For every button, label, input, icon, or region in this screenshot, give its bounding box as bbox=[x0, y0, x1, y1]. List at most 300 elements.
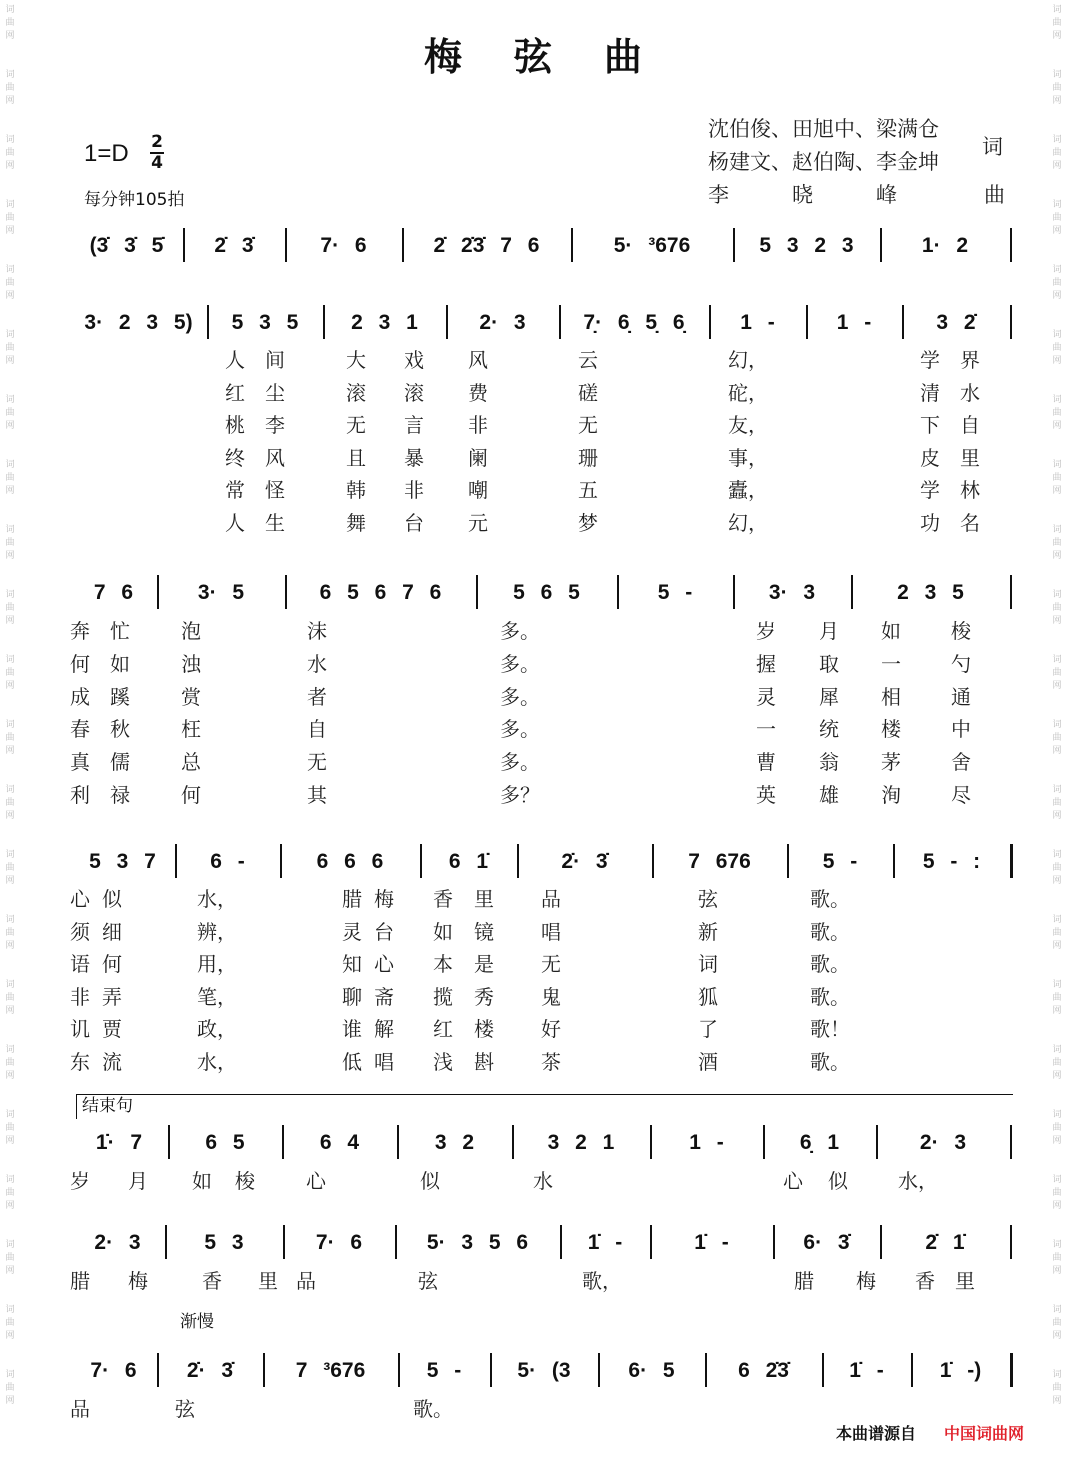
lyric-syllable: 沫 bbox=[307, 619, 327, 643]
lyric-syllable: 月 bbox=[128, 1169, 148, 1193]
barline bbox=[183, 228, 185, 262]
barline bbox=[1010, 1125, 1012, 1159]
measure: 5· ³676 bbox=[613, 234, 691, 257]
lyric-syllable: 歌。 bbox=[810, 985, 850, 1009]
lyric-syllable: 阑 bbox=[468, 446, 488, 470]
barline bbox=[893, 844, 895, 878]
lyric-syllable: 一 bbox=[756, 717, 776, 741]
lyric-syllable: 贾 bbox=[102, 1017, 122, 1041]
barline bbox=[1010, 228, 1012, 262]
lyric-syllable: 似 bbox=[828, 1169, 848, 1193]
lyric-syllable: 水 bbox=[533, 1169, 553, 1193]
lyric-syllable: 讥 bbox=[70, 1017, 90, 1041]
barline bbox=[323, 305, 325, 339]
measure: 7 676 bbox=[688, 850, 751, 873]
lyric-syllable: 狐 bbox=[698, 985, 718, 1009]
barline bbox=[395, 1225, 397, 1259]
barline bbox=[650, 1225, 652, 1259]
lyric-syllable: 流 bbox=[102, 1050, 122, 1074]
measure: 2· 3 bbox=[919, 1131, 967, 1154]
lyric-syllable: 了 bbox=[698, 1017, 718, 1041]
lyric-syllable: 岁 bbox=[70, 1169, 90, 1193]
lyric-syllable: 蠹， bbox=[728, 478, 768, 502]
barline bbox=[168, 1125, 170, 1159]
lyric-syllable: 梅 bbox=[128, 1269, 148, 1293]
lyric-syllable: 赏 bbox=[181, 685, 201, 709]
measure: 1̇ - bbox=[849, 1359, 884, 1382]
measure: 5 - bbox=[426, 1359, 462, 1382]
barline bbox=[207, 305, 209, 339]
barline bbox=[705, 1353, 707, 1387]
lyric-syllable: 台 bbox=[374, 920, 394, 944]
ending-bracket bbox=[76, 1094, 1013, 1119]
measure: 2 3 1 bbox=[351, 311, 418, 334]
lyric-syllable: 心 bbox=[70, 887, 90, 911]
lyric-syllable: 似 bbox=[420, 1169, 440, 1193]
lyric-syllable: 须 bbox=[70, 920, 90, 944]
barline bbox=[763, 1125, 765, 1159]
lyric-syllable: 人 bbox=[225, 348, 245, 372]
lyric-syllable: 品 bbox=[70, 1397, 90, 1421]
lyric-syllable: 解 bbox=[374, 1017, 394, 1041]
lyric-syllable: 辨， bbox=[197, 920, 237, 944]
lyric-syllable: 生 bbox=[265, 511, 285, 535]
lyric-syllable: 言 bbox=[404, 413, 424, 437]
lyric-syllable: 风 bbox=[265, 446, 285, 470]
lyric-syllable: 里 bbox=[960, 446, 980, 470]
lyric-syllable: 五 bbox=[578, 478, 598, 502]
lyric-syllable: 雄 bbox=[819, 783, 839, 807]
time-signature-bottom: 4 bbox=[151, 153, 163, 173]
lyric-syllable: 幻， bbox=[728, 348, 768, 372]
time-signature bbox=[150, 134, 164, 172]
measure: 5 3 bbox=[204, 1231, 244, 1254]
lyric-syllable: 里 bbox=[258, 1269, 278, 1293]
lyric-syllable: 云 bbox=[578, 348, 598, 372]
lyric-syllable: 心 bbox=[306, 1169, 326, 1193]
lyric-syllable: 犀 bbox=[819, 685, 839, 709]
ending-label: 结束句 bbox=[82, 1096, 133, 1116]
measure: 5· (3 bbox=[517, 1359, 571, 1382]
lyric-syllable: 者 bbox=[307, 685, 327, 709]
lyric-syllable: 楼 bbox=[474, 1017, 494, 1041]
lyric-syllable: 品 bbox=[541, 887, 561, 911]
lyric-syllable: 水 bbox=[307, 652, 327, 676]
lyric-syllable: 自 bbox=[960, 413, 980, 437]
lyric-syllable: 无 bbox=[578, 413, 598, 437]
barline bbox=[283, 1225, 285, 1259]
lyricists-line-2: 杨建文、赵伯陶、李金坤 bbox=[708, 150, 939, 174]
barline bbox=[559, 305, 561, 339]
lyric-syllable: 新 bbox=[698, 920, 718, 944]
lyric-syllable: 月 bbox=[819, 619, 839, 643]
lyric-syllable: 斟 bbox=[474, 1050, 494, 1074]
lyric-syllable: 唱 bbox=[374, 1050, 394, 1074]
lyric-syllable: 腊 bbox=[70, 1269, 90, 1293]
lyric-syllable: 语 bbox=[70, 952, 90, 976]
lyric-syllable: 元 bbox=[468, 511, 488, 535]
measure: 1 - bbox=[689, 1131, 724, 1154]
lyric-syllable: 磋 bbox=[578, 381, 598, 405]
barline bbox=[420, 844, 422, 878]
lyric-syllable: 皮 bbox=[920, 446, 940, 470]
lyric-syllable: 林 bbox=[960, 478, 980, 502]
lyric-syllable: 梅 bbox=[856, 1269, 876, 1293]
barline bbox=[165, 1225, 167, 1259]
lyric-syllable: 尘 bbox=[265, 381, 285, 405]
lyric-syllable: 里 bbox=[955, 1269, 975, 1293]
lyric-syllable: 斋 bbox=[374, 985, 394, 1009]
lyric-syllable: 茶 bbox=[541, 1050, 561, 1074]
measure: 7 6 bbox=[93, 581, 134, 604]
lyric-syllable: 幻， bbox=[728, 511, 768, 535]
lyric-syllable: 自 bbox=[307, 717, 327, 741]
song-title: 梅弦曲 bbox=[423, 34, 694, 79]
lyric-syllable: 用， bbox=[197, 952, 237, 976]
measure: 1 - bbox=[740, 311, 775, 334]
lyric-syllable: 怪 bbox=[265, 478, 285, 502]
barline bbox=[175, 844, 177, 878]
lyric-syllable: 尽 bbox=[951, 783, 971, 807]
lyric-syllable: 好 bbox=[541, 1017, 561, 1041]
lyric-syllable: 忙 bbox=[110, 619, 130, 643]
barline bbox=[398, 1353, 400, 1387]
barline bbox=[512, 1125, 514, 1159]
lyric-syllable: 滚 bbox=[404, 381, 424, 405]
barline bbox=[851, 575, 853, 609]
key-signature: 1=D bbox=[84, 140, 129, 167]
lyric-syllable: 政， bbox=[197, 1017, 237, 1041]
lyric-syllable: 梭 bbox=[235, 1169, 255, 1193]
lyric-syllable: 成 bbox=[70, 685, 90, 709]
barline bbox=[652, 844, 654, 878]
barline bbox=[709, 305, 711, 339]
lyric-syllable: 真 bbox=[70, 750, 90, 774]
measure: 6· 3̇ bbox=[803, 1231, 850, 1254]
measure: 2 3 5 bbox=[897, 581, 964, 604]
lyric-syllable: 楼 bbox=[881, 717, 901, 741]
lyric-syllable: 中 bbox=[951, 717, 971, 741]
lyric-syllable: 非 bbox=[468, 413, 488, 437]
lyric-syllable: 人 bbox=[225, 511, 245, 535]
measure: 6 4 bbox=[319, 1131, 360, 1154]
lyric-syllable: 如 bbox=[881, 619, 901, 643]
measure: 3· 5 bbox=[197, 581, 245, 604]
measure: 2· 3 bbox=[479, 311, 526, 334]
lyric-syllable: 春 bbox=[70, 717, 90, 741]
lyric-syllable: 通 bbox=[951, 685, 971, 709]
measure: 3· 2 3 5) bbox=[84, 311, 193, 334]
measure: 2̇· 3̇ bbox=[561, 850, 608, 873]
barline bbox=[517, 844, 519, 878]
measure: 3· 3 bbox=[768, 581, 816, 604]
watermark-right: 词 曲 网 词 曲 网 词 曲 网 词 曲 网 词 曲 网 词 曲 网 词 曲 网 词 曲 网 词 曲 网 词 曲 网 词 曲 网 词 曲 网 词 曲 网 词 曲 网 词 曲 网 词 曲 网 词 曲 网 词 曲 网 词 曲 网 词 曲 网 词 曲 网 词 曲 网 bbox=[1052, 5, 1062, 1406]
measure: 7· 6 bbox=[315, 1231, 363, 1254]
lyric-syllable: 滚 bbox=[346, 381, 366, 405]
lyric-syllable: 聊 bbox=[342, 985, 362, 1009]
lyric-syllable: 谁 bbox=[342, 1017, 362, 1041]
measure: 6 5 bbox=[205, 1131, 245, 1154]
barline bbox=[806, 305, 808, 339]
measure: 2· 3 bbox=[94, 1231, 141, 1254]
lyric-syllable: 多。 bbox=[500, 717, 540, 741]
lyric-syllable: 非 bbox=[404, 478, 424, 502]
measure: 1· 2 bbox=[921, 234, 969, 257]
measure: 1 - bbox=[836, 311, 872, 334]
lyric-syllable: 何 bbox=[102, 952, 122, 976]
lyric-syllable: 无 bbox=[346, 413, 366, 437]
lyric-syllable: 清 bbox=[920, 381, 940, 405]
lyric-syllable: 歌， bbox=[582, 1269, 622, 1293]
barline bbox=[1010, 844, 1013, 878]
lyric-syllable: 灵 bbox=[756, 685, 776, 709]
lyric-syllable: 灵 bbox=[342, 920, 362, 944]
measure: 5 3 5 bbox=[231, 311, 299, 334]
lyric-syllable: 禄 bbox=[110, 783, 130, 807]
lyric-syllable: 学 bbox=[920, 348, 940, 372]
lyric-syllable: 无 bbox=[307, 750, 327, 774]
barline bbox=[902, 305, 904, 339]
barline bbox=[733, 575, 735, 609]
lyric-syllable: 浊 bbox=[181, 652, 201, 676]
barline bbox=[157, 575, 159, 609]
measure: 5 3 2 3 bbox=[759, 234, 854, 257]
lyric-syllable: 界 bbox=[960, 348, 980, 372]
lyric-syllable: 多。 bbox=[500, 750, 540, 774]
measure: 3 2 bbox=[434, 1131, 475, 1154]
lyric-syllable: 英 bbox=[756, 783, 776, 807]
lyric-syllable: 东 bbox=[70, 1050, 90, 1074]
lyric-syllable: 岁 bbox=[756, 619, 776, 643]
lyric-syllable: 洵 bbox=[881, 783, 901, 807]
lyric-syllable: 梭 bbox=[951, 619, 971, 643]
measure: 5 - bbox=[657, 581, 693, 604]
lyric-syllable: 歌。 bbox=[810, 920, 850, 944]
lyric-syllable: 珊 bbox=[578, 446, 598, 470]
measure: 7· 6 bbox=[320, 234, 367, 257]
lyric-syllable: 梅 bbox=[374, 887, 394, 911]
lyric-syllable: 握 bbox=[756, 652, 776, 676]
lyric-syllable: 舞 bbox=[346, 511, 366, 535]
lyric-syllable: 心 bbox=[783, 1169, 803, 1193]
barline bbox=[911, 1353, 913, 1387]
lyric-syllable: 无 bbox=[541, 952, 561, 976]
lyric-syllable: 韩 bbox=[346, 478, 366, 502]
lyricists-line-1: 沈伯俊、田旭中、梁满仓 bbox=[708, 117, 939, 141]
lyric-syllable: 常 bbox=[225, 478, 245, 502]
lyric-syllable: 笔， bbox=[197, 985, 237, 1009]
barline bbox=[598, 1353, 600, 1387]
lyric-syllable: 如 bbox=[110, 652, 130, 676]
measure: 5 - bbox=[822, 850, 858, 873]
barline bbox=[822, 1353, 824, 1387]
tempo-change-label: 渐慢 bbox=[180, 1312, 214, 1332]
lyric-syllable: 酒 bbox=[698, 1050, 718, 1074]
lyric-syllable: 暴 bbox=[404, 446, 424, 470]
lyric-syllable: 心 bbox=[374, 952, 394, 976]
lyric-syllable: 弦 bbox=[175, 1397, 195, 1421]
measure: 2̇ 1̇ bbox=[925, 1231, 965, 1254]
barline bbox=[476, 575, 478, 609]
barline bbox=[397, 1125, 399, 1159]
measure: 6 - bbox=[210, 850, 245, 873]
lyric-syllable: 曹 bbox=[756, 750, 776, 774]
barline bbox=[285, 228, 287, 262]
measure: 1̇· 7 bbox=[95, 1131, 143, 1154]
lyric-syllable: 歌。 bbox=[413, 1397, 453, 1421]
footer-source: 本曲谱源自 bbox=[836, 1424, 917, 1443]
barline bbox=[773, 1225, 775, 1259]
lyric-syllable: 水， bbox=[197, 887, 237, 911]
lyric-syllable: 秀 bbox=[474, 985, 494, 1009]
lyric-syllable: 李 bbox=[265, 413, 285, 437]
measure: 5 - : bbox=[922, 850, 981, 873]
barline bbox=[446, 305, 448, 339]
barline bbox=[263, 1353, 265, 1387]
lyric-syllable: 多？ bbox=[500, 783, 540, 807]
time-signature-top: 2 bbox=[151, 132, 163, 152]
lyric-syllable: 本 bbox=[433, 952, 453, 976]
lyric-syllable: 腊 bbox=[794, 1269, 814, 1293]
lyric-syllable: 多。 bbox=[500, 685, 540, 709]
barline bbox=[787, 844, 789, 878]
lyric-syllable: 名 bbox=[960, 511, 980, 535]
lyric-syllable: 镜 bbox=[474, 920, 494, 944]
lyric-syllable: 大 bbox=[346, 348, 366, 372]
lyric-syllable: 弄 bbox=[102, 985, 122, 1009]
barline bbox=[876, 1125, 878, 1159]
lyric-syllable: 梦 bbox=[578, 511, 598, 535]
lyric-syllable: 风 bbox=[468, 348, 488, 372]
barline bbox=[560, 1225, 562, 1259]
lyric-syllable: 香 bbox=[433, 887, 453, 911]
lyric-syllable: 戏 bbox=[404, 348, 424, 372]
barline bbox=[402, 228, 404, 262]
lyric-syllable: 词 bbox=[698, 952, 718, 976]
lyric-syllable: 统 bbox=[819, 717, 839, 741]
lyric-syllable: 嘲 bbox=[468, 478, 488, 502]
lyric-syllable: 如 bbox=[192, 1169, 212, 1193]
barline bbox=[1010, 1353, 1013, 1387]
lyric-syllable: 功 bbox=[920, 511, 940, 535]
measure: 5 6 5 bbox=[513, 581, 580, 604]
measure: 2̇· 3̇ bbox=[186, 1359, 234, 1382]
lyric-syllable: 取 bbox=[819, 652, 839, 676]
lyric-syllable: 水 bbox=[960, 381, 980, 405]
measure: 6 6 6 bbox=[316, 850, 384, 873]
measure: 6 1̇ bbox=[448, 850, 489, 873]
barline bbox=[880, 228, 882, 262]
lyric-syllable: 水， bbox=[197, 1050, 237, 1074]
lyric-syllable: 歌。 bbox=[810, 952, 850, 976]
lyric-syllable: 香 bbox=[915, 1269, 935, 1293]
barline bbox=[280, 844, 282, 878]
lyricist-role: 词 bbox=[982, 135, 1003, 159]
lyric-syllable: 相 bbox=[881, 685, 901, 709]
lyric-syllable: 总 bbox=[181, 750, 201, 774]
lyric-syllable: 且 bbox=[346, 446, 366, 470]
lyric-syllable: 唱 bbox=[541, 920, 561, 944]
measure: 7· 6 bbox=[90, 1359, 137, 1382]
lyric-syllable: 多。 bbox=[500, 619, 540, 643]
lyric-syllable: 砣， bbox=[728, 381, 768, 405]
lyric-syllable: 如 bbox=[433, 920, 453, 944]
lyric-syllable: 勺 bbox=[951, 652, 971, 676]
lyric-syllable: 弦 bbox=[698, 887, 718, 911]
composer-role: 曲 bbox=[984, 183, 1005, 207]
barline bbox=[650, 1125, 652, 1159]
lyric-syllable: 揽 bbox=[433, 985, 453, 1009]
lyric-syllable: 翁 bbox=[819, 750, 839, 774]
lyric-syllable: 非 bbox=[70, 985, 90, 1009]
lyric-syllable: 是 bbox=[474, 952, 494, 976]
lyric-syllable: 其 bbox=[307, 783, 327, 807]
lyric-syllable: 知 bbox=[342, 952, 362, 976]
barline bbox=[157, 1353, 159, 1387]
lyric-syllable: 间 bbox=[265, 348, 285, 372]
footer-site-link[interactable]: 中国词曲网 bbox=[944, 1424, 1025, 1443]
barline bbox=[1010, 1225, 1012, 1259]
measure: 7̣· 6̣ 5̣ 6̣ bbox=[583, 311, 685, 334]
measure: 2̇ 2̇3̇ 7 6 bbox=[433, 234, 540, 257]
measure: 5 3 7 bbox=[89, 850, 156, 873]
lyric-syllable: 里 bbox=[474, 887, 494, 911]
lyric-syllable: 泡 bbox=[181, 619, 201, 643]
composer: 李 晓 峰 bbox=[708, 183, 897, 207]
lyric-syllable: 费 bbox=[468, 381, 488, 405]
measure: 2̇ 3̇ bbox=[214, 234, 254, 257]
tempo-marking: 每分钟105拍 bbox=[84, 190, 185, 210]
lyric-syllable: 水， bbox=[898, 1169, 938, 1193]
lyric-syllable: 舍 bbox=[951, 750, 971, 774]
lyric-syllable: 事， bbox=[728, 446, 768, 470]
measure: 6· 5 bbox=[628, 1359, 675, 1382]
lyric-syllable: 下 bbox=[920, 413, 940, 437]
lyric-syllable: 香 bbox=[202, 1269, 222, 1293]
lyric-syllable: 似 bbox=[102, 887, 122, 911]
lyric-syllable: 何 bbox=[181, 783, 201, 807]
measure: 6 2̇3̇ bbox=[738, 1359, 789, 1382]
lyric-syllable: 浅 bbox=[433, 1050, 453, 1074]
lyric-syllable: 一 bbox=[881, 652, 901, 676]
lyric-syllable: 友， bbox=[728, 413, 768, 437]
lyric-syllable: 歌。 bbox=[810, 887, 850, 911]
barline bbox=[490, 1353, 492, 1387]
lyric-syllable: 蹊 bbox=[110, 685, 130, 709]
lyric-syllable: 台 bbox=[404, 511, 424, 535]
measure: 7 ³676 bbox=[295, 1359, 366, 1382]
measure: 1̇ - bbox=[587, 1231, 623, 1254]
barline bbox=[617, 575, 619, 609]
lyric-syllable: 桃 bbox=[225, 413, 245, 437]
measure: 3 2 1 bbox=[547, 1131, 615, 1154]
lyric-syllable: 奔 bbox=[70, 619, 90, 643]
measure: 1̇ - bbox=[694, 1231, 729, 1254]
lyric-syllable: 学 bbox=[920, 478, 940, 502]
lyric-syllable: 腊 bbox=[342, 887, 362, 911]
barline bbox=[282, 1125, 284, 1159]
lyric-syllable: 多。 bbox=[500, 652, 540, 676]
lyric-syllable: 枉 bbox=[181, 717, 201, 741]
measure: 6 5 6 7 6 bbox=[319, 581, 442, 604]
lyric-syllable: 弦 bbox=[418, 1269, 438, 1293]
measure: 1̇ -) bbox=[939, 1359, 982, 1382]
measure: 6̣ 1 bbox=[799, 1131, 840, 1154]
barline bbox=[1010, 305, 1012, 339]
measure: 5· 3 5 6 bbox=[426, 1231, 529, 1254]
lyric-syllable: 歌。 bbox=[810, 1050, 850, 1074]
lyric-syllable: 品 bbox=[296, 1269, 316, 1293]
